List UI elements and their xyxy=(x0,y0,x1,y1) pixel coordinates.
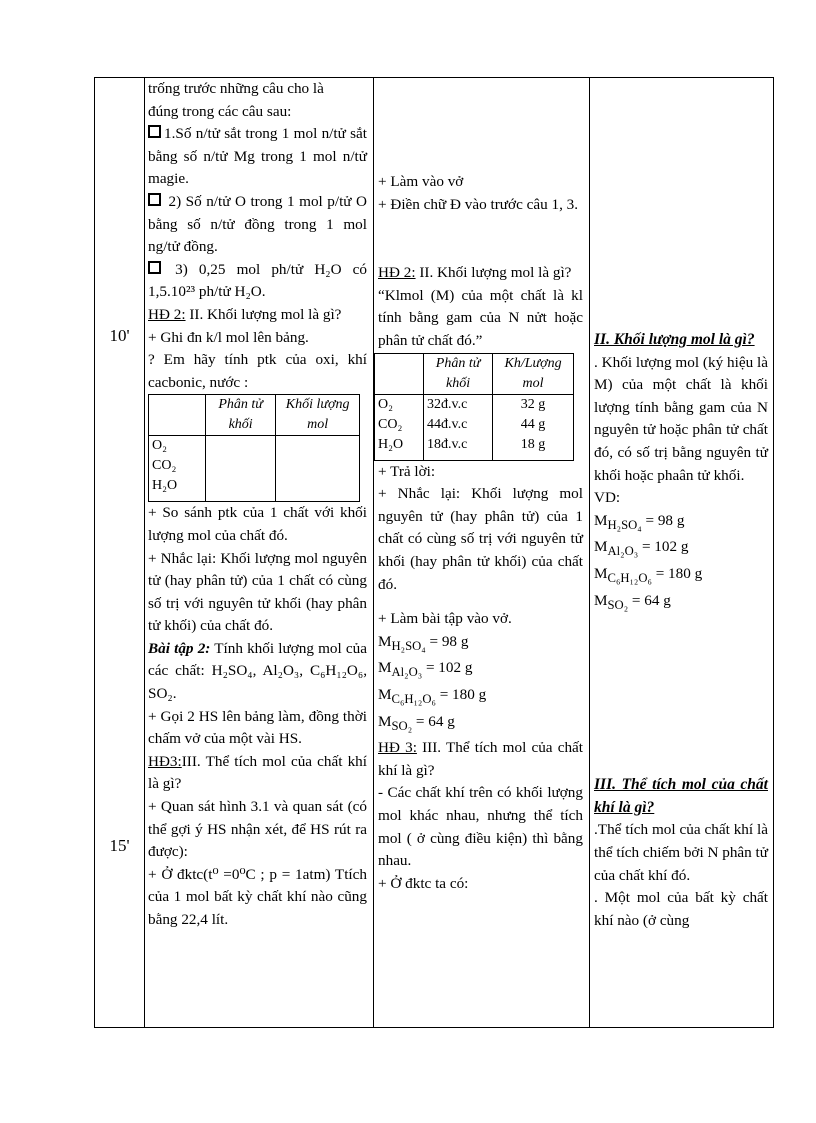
teacher-column xyxy=(148,78,367,932)
student-line: + Ở đktc ta có: xyxy=(378,874,469,892)
molar-mass-line: $M_{SO_2} = 64$ g xyxy=(378,712,455,733)
student-hd3: HĐ 3: III. Thể tích mol của chất khí là gì? xyxy=(378,739,584,779)
molar-mass-line: $M_{C_6H_{12}O_6} = 180$ g xyxy=(594,565,703,586)
molar-mass-line: $M_{SO_2} = 64$ g xyxy=(594,591,671,612)
table-header: Khối lượng mol xyxy=(276,395,360,436)
checkbox-icon xyxy=(148,193,161,206)
teacher-line: + Nhắc lại: Khối lượng mol nguyên tử (hay phân tử) của 1 chất có cùng số trị với nguyên tử khối (hay phân tử khối) của chất đó. xyxy=(148,549,367,635)
teacher-line: + Gọi 2 HS lên bảng làm, đồng thời chấm vở của một vài HS. xyxy=(148,707,367,748)
heading-molar-mass: II. Khối lượng mol là gì? xyxy=(594,331,755,348)
checkbox-icon xyxy=(148,261,161,274)
student-hd2: HĐ 2: II. Khối lượng mol là gì? xyxy=(378,264,572,282)
teacher-line: + So sánh ptk của 1 chất với khối lượng mol của chất đó. xyxy=(148,504,367,544)
student-line: + Làm bài tập vào vở. xyxy=(378,610,512,628)
teacher-hd2: HĐ 2: II. Khối lượng mol là gì? xyxy=(148,305,342,323)
teacher-line: + Ở đktc(t⁰ =0⁰C ; p = 1atm) Ttích của 1 mol bất kỳ chất khí nào cũng bằng 22,4 lít. xyxy=(148,865,367,928)
student-definition: “Klmol (M) của một chất là kl tính bằng gam của N nửt hoặc phân tử chất đó.” xyxy=(378,286,583,349)
table-cell: 32đ.v.c 44đ.v.c 18đ.v.c xyxy=(424,394,493,460)
option-1: 1.Số n/tử sắt trong 1 mol n/tử sắt bằng số n/tử Mg trong 1 mol n/tử magie. xyxy=(148,125,367,188)
teacher-question: ? Em hãy tính ptk của oxi, khí cacbonic, nước : xyxy=(148,351,367,391)
option-3: 3) 0,25 mol ph/tử H₂O có 1,5.10²³ ph/tử H₂O. xyxy=(148,260,367,301)
molar-mass-line: $M_{H_2SO_4} = 98$ g xyxy=(378,632,469,653)
teacher-line: + Ghi đn k/l mol lên bảng. xyxy=(148,328,309,346)
student-column xyxy=(378,171,583,895)
content-definition: .Thể tích mol của chất khí là thể tích chiếm bởi N phân tử của chất khí đó. xyxy=(594,821,769,884)
heading-molar-volume: III. Thể tích mol của chất khí là gì? xyxy=(594,776,768,816)
example-label: VD: xyxy=(594,489,621,507)
student-line: - Các chất khí trên có khối lượng mol khác nhau, nhưng thể tích mol ( ở cùng điều kiện) thì bằng nhau. xyxy=(378,784,583,870)
content-column xyxy=(594,329,768,932)
student-line: + Nhắc lại: Khối lượng mol nguyên tử (hay phân tử) của 1 chất có cùng số trị với nguyên tử khối (hay phân tử khối) của chất đó. xyxy=(378,485,583,593)
teacher-line: + Quan sát hình 3.1 và quan sát (có thể gợi ý HS nhận xét, để HS rút ra được): xyxy=(148,798,367,861)
content-definition: . Khối lượng mol (ký hiệu là M) của một chất là khối lượng tính bằng gam của N nguyên tử hoặc phân tử chất đó, có số trị bằng nguyên tử khối hoặc phaân tử khối. xyxy=(594,353,768,484)
time-10: 10' xyxy=(109,326,130,345)
time-15: 15' xyxy=(109,836,130,855)
student-mass-table xyxy=(374,353,574,461)
table-header: Kh/Lượng mol xyxy=(493,353,574,394)
table-header: Phân tử khối xyxy=(206,395,276,436)
content-line: . Một mol của bất kỳ chất khí nào (ở cùng xyxy=(594,889,768,929)
column-divider xyxy=(144,78,145,1027)
molar-mass-line: $M_{Al_2O_3} = 102$ g xyxy=(378,659,473,680)
teacher-line: đúng trong các câu sau: xyxy=(148,102,292,120)
lesson-table xyxy=(94,77,774,1028)
teacher-line: trống trước những câu cho là xyxy=(148,80,324,97)
table-header: Phân tử khối xyxy=(424,353,493,394)
table-cell: O₂ CO₂ H₂O xyxy=(375,394,424,460)
student-line: + Trả lời: xyxy=(378,462,436,480)
student-line: + Điền chữ Đ vào trước câu 1, 3. xyxy=(378,195,579,213)
table-cell: 32 g 44 g 18 g xyxy=(493,394,574,460)
teacher-hd3: HĐ3:III. Thể tích mol của chất khí là gì? xyxy=(148,752,367,793)
table-cell: O₂ CO₂ H₂O xyxy=(149,436,206,502)
student-line: + Làm vào vở xyxy=(378,173,464,190)
option-2: 2) Số n/tử O trong 1 mol p/tử O bằng số n/tử đồng trong 1 mol ng/tử đồng. xyxy=(148,192,367,256)
column-divider xyxy=(373,78,374,1027)
molar-mass-line: $M_{Al_2O_3} = 102$ g xyxy=(594,538,689,559)
teacher-mass-table xyxy=(148,394,360,502)
exercise-2: Bài tập 2: Tính khối lượng mol của các chất: H₂SO₄, Al₂O₃, C₆H₁₂O₆, SO₂. xyxy=(148,639,367,703)
column-divider xyxy=(589,78,590,1027)
molar-mass-line: $M_{C_6H_{12}O_6} = 180$ g xyxy=(378,685,487,706)
molar-mass-line: $M_{H_2SO_4} = 98$ g xyxy=(594,511,685,532)
checkbox-icon xyxy=(148,125,161,138)
